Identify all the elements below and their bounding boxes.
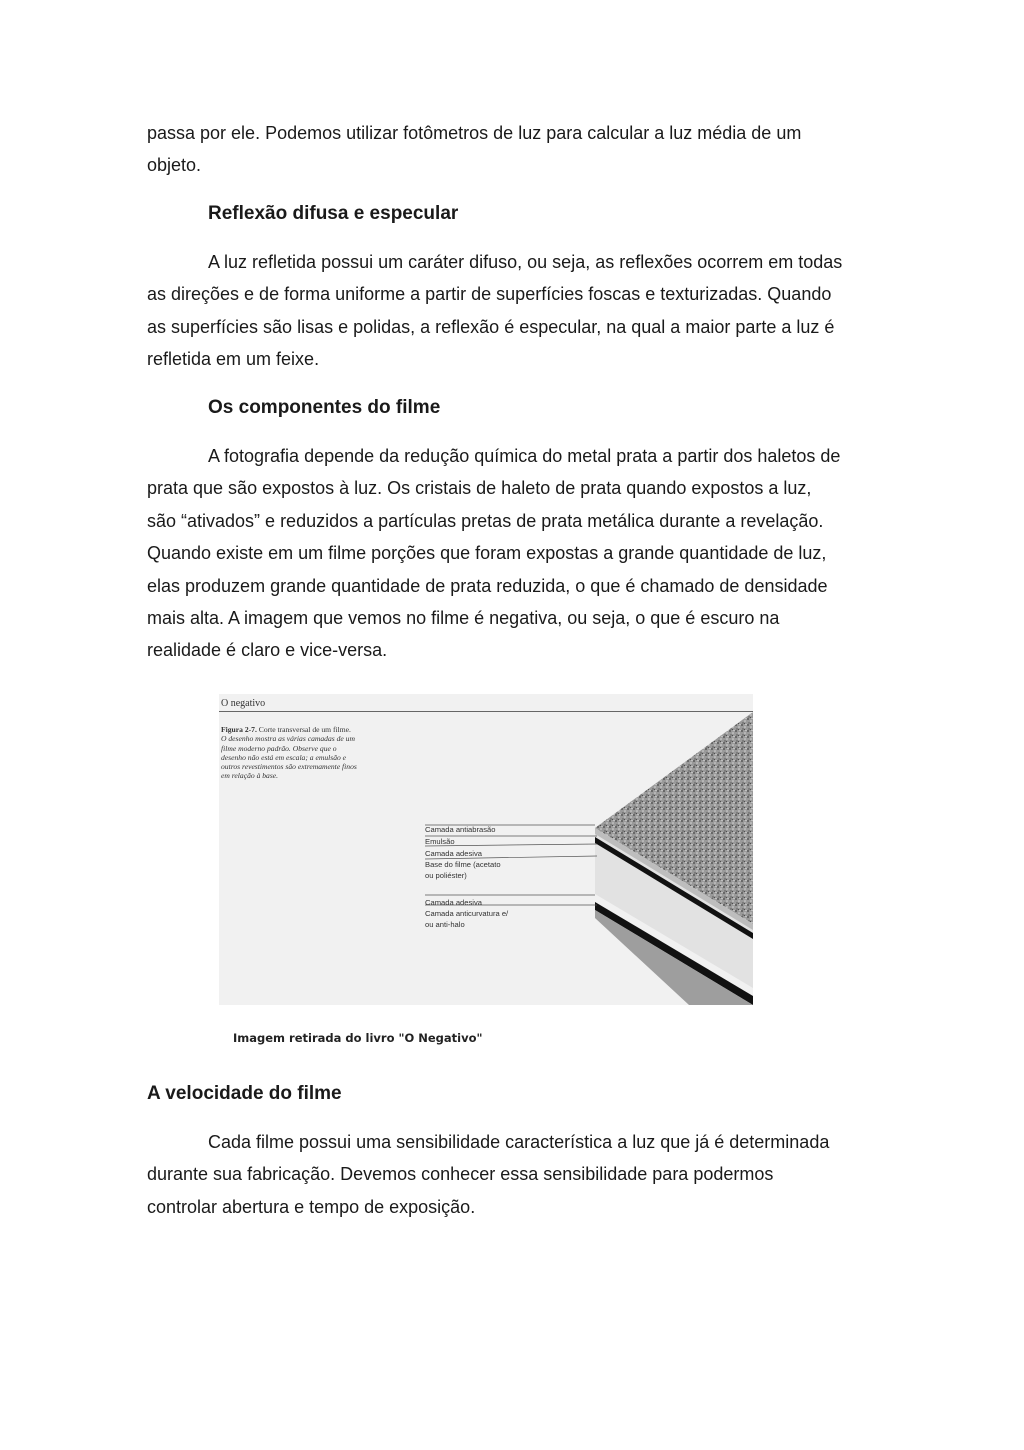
paragraph-reflexao bbox=[147, 246, 887, 376]
heading-componentes: Os componentes do filme bbox=[208, 397, 441, 418]
figure-header-rule bbox=[219, 711, 753, 712]
layer-label-anticurvatura: Camada anticurvatura e/ bbox=[425, 909, 509, 918]
layer-label-antiabrasao: Camada antiabrasão bbox=[425, 825, 496, 834]
text-line: as direções e de forma uniforme a partir de superfícies foscas e texturizadas. Quando bbox=[147, 284, 832, 305]
layer-label-base: Base do filme (acetato bbox=[425, 860, 501, 869]
paragraph-intro bbox=[147, 117, 887, 182]
text-line: elas produzem grande quantidade de prata reduzida, o que é chamado de densidade bbox=[147, 575, 828, 596]
text-line: mais alta. A imagem que vemos no filme é negativa, ou seja, o que é escuro na bbox=[147, 608, 780, 629]
paragraph-velocidade bbox=[147, 1126, 887, 1223]
caption-line: desenho não está em escala; a emulsão e bbox=[221, 752, 347, 762]
text-line: refletida em um feixe. bbox=[147, 349, 320, 370]
text-line: realidade é claro e vice-versa. bbox=[147, 640, 388, 661]
figure-caption bbox=[221, 725, 401, 781]
text-line: Cada filme possui uma sensibilidade característica a luz que já é determinada bbox=[208, 1132, 830, 1152]
figure-header: O negativo bbox=[221, 698, 266, 709]
heading-reflexao: Reflexão difusa e especular bbox=[208, 203, 459, 224]
figure-credit: Imagem retirada do livro "O Negativo" bbox=[233, 1031, 483, 1045]
text-line: as superfícies são lisas e polidas, a reflexão é especular, na qual a maior parte a luz é bbox=[147, 316, 835, 337]
layer-label-antihalo: ou anti-halo bbox=[425, 920, 465, 929]
text-line: Quando existe em um filme porções que foram expostas a grande quantidade de luz, bbox=[147, 543, 827, 564]
text-line: prata que são expostos à luz. Os cristais de haleto de prata quando expostos a luz, bbox=[147, 478, 812, 499]
caption-line: O desenho mostra as várias camadas de um bbox=[221, 734, 355, 744]
text-line: objeto. bbox=[147, 155, 202, 176]
layer-label-emulsao: Emulsão bbox=[425, 837, 455, 846]
layer-label-base-cont: ou poliéster) bbox=[425, 871, 467, 880]
text-line: durante sua fabricação. Devemos conhecer essa sensibilidade para podermos bbox=[147, 1164, 774, 1185]
caption-subtitle: Corte transversal de um filme. bbox=[256, 725, 351, 734]
caption-title: Figura 2-7. bbox=[221, 725, 257, 734]
text-line: controlar abertura e tempo de exposição. bbox=[147, 1196, 476, 1217]
text-line: A fotografia depende da redução química do metal prata a partir dos haletos de bbox=[208, 446, 841, 466]
text-line: passa por ele. Podemos utilizar fotômetros de luz para calcular a luz média de um bbox=[147, 123, 802, 143]
layer-label-adesiva: Camada adesiva bbox=[425, 849, 482, 858]
text-line: são “ativados” e reduzidos a partículas pretas de prata metálica durante a revelação. bbox=[147, 510, 824, 531]
heading-velocidade: A velocidade do filme bbox=[147, 1083, 342, 1104]
caption-line: em relação à base. bbox=[221, 771, 279, 781]
caption-line: filme moderno padrão. Observe que o bbox=[221, 743, 337, 753]
layer-label-adesiva-2: Camada adesiva bbox=[425, 898, 482, 907]
caption-line: outros revestimentos são extremamente finos bbox=[221, 762, 357, 772]
text-line: A luz refletida possui um caráter difuso, ou seja, as reflexões ocorrem em todas bbox=[208, 252, 843, 272]
film-cross-section-figure bbox=[219, 694, 753, 1005]
paragraph-componentes bbox=[147, 440, 887, 667]
